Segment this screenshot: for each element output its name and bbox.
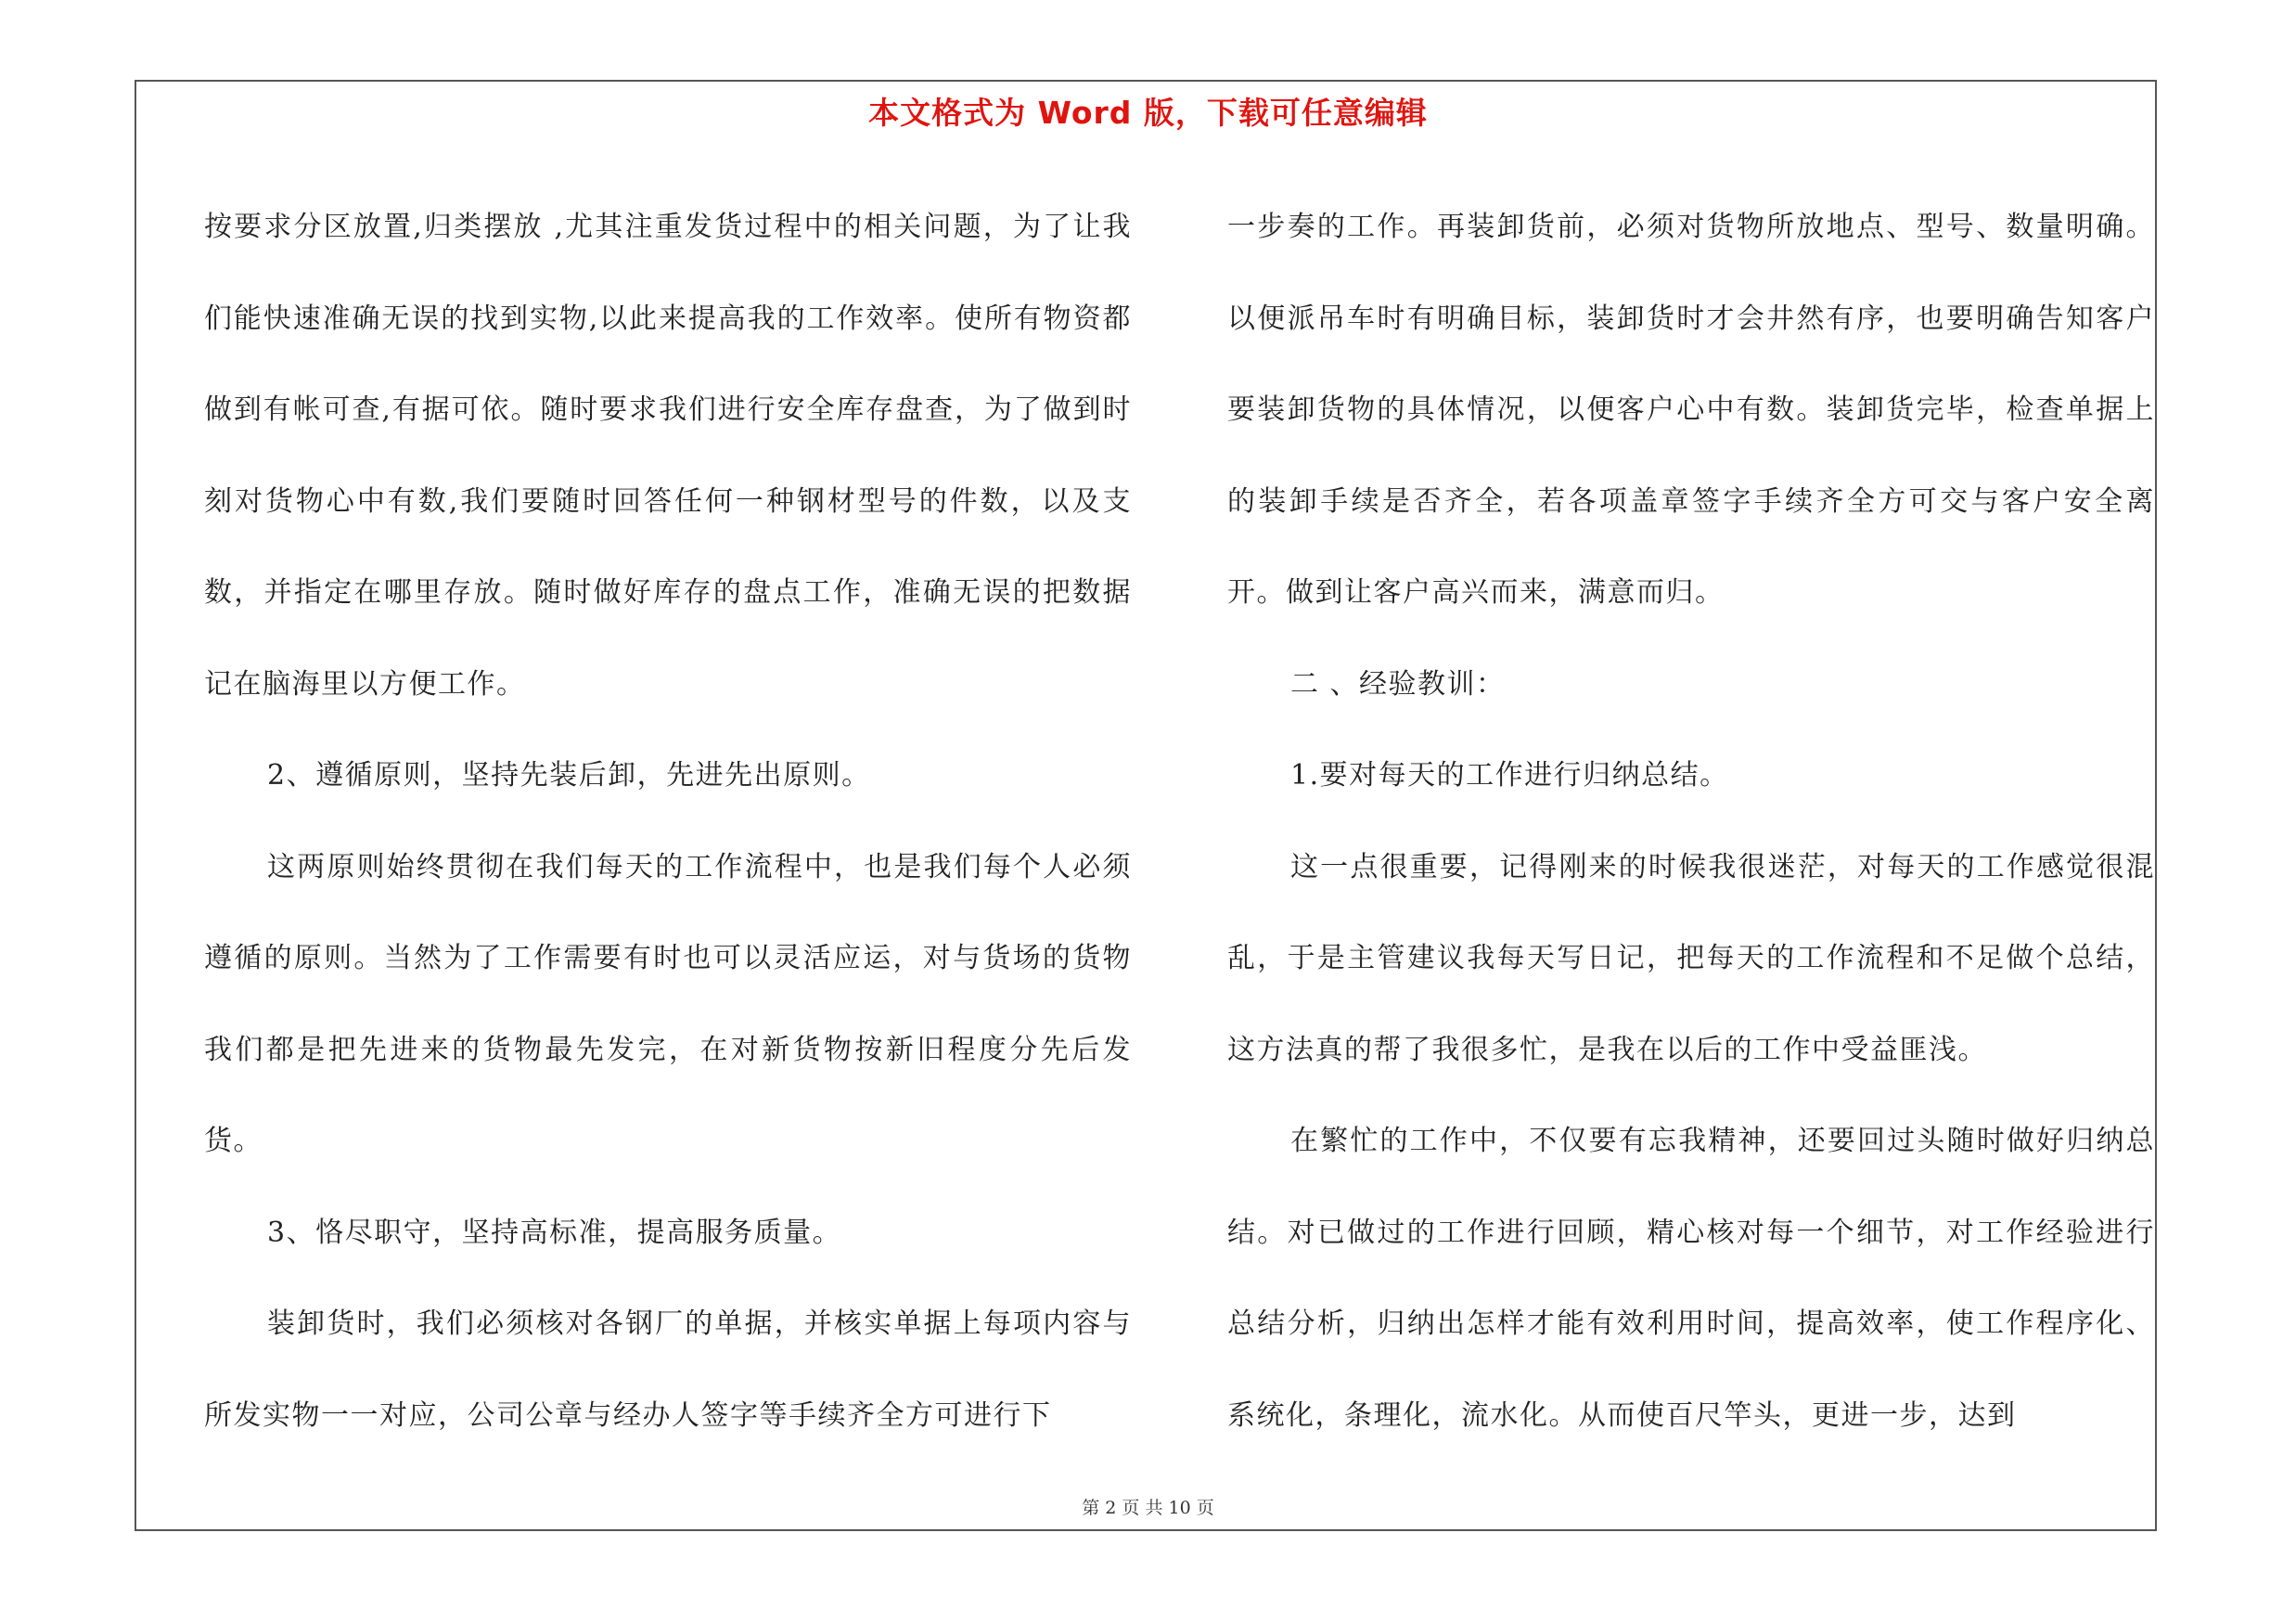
page-number: 第 2 页 共 10 页 [1082, 1498, 1214, 1518]
paragraph: 1.要对每天的工作进行归纳总结。 [1290, 759, 1729, 792]
paragraph: 这一点很重要，记得刚来的时候我很迷茫，对每天的工作感觉很混乱，于是主管建议我每天写日记，把每天的工作流程和不足做个总结，这方法真的帮了我很多忙，是我在以后的工作中受益匪浅。 [1227, 850, 2155, 1066]
paragraph: 一步奏的工作。再装卸货前，必须对货物所放地点、型号、数量明确。以便派吊车时有明确目标，装卸货时才会井然有序，也要明确告知客户要装卸货物的具体情况，以便客户心中有数。装卸货完毕，检查单据上的装卸手续是否齐全，若各项盖章签字手续齐全方可交与客户安全离开。做到让客户高兴而来，满意而归。 [1227, 211, 2155, 609]
header-banner: 本文格式为 Word 版，下载可任意编辑 [868, 95, 1428, 131]
paragraph: 按要求分区放置,归类摆放 ,尤其注重发货过程中的相关问题，为了让我们能快速准确无误的找到实物,以此来提高我的工作效率。使所有物资都做到有帐可查,有据可依。随时要求我们进行安全库存盘查，为了做到时刻对货物心中有数,我们要随时回答任何一种钢材型号的件数，以及支数，并指定在哪里存放。随时做好库存的盘点工作，准确无误的把数据记在脑海里以方便工作。 [204, 211, 1132, 701]
paragraph: 在繁忙的工作中，不仅要有忘我精神，还要回过头随时做好归纳总结。对已做过的工作进行回顾，精心核对每一个细节，对工作经验进行总结分析，归纳出怎样才能有效利用时间，提高效率，使工作程序化、系统化，条理化，流水化。从而使百尺竿头，更进一步，达到 [1227, 1125, 2155, 1432]
left-column [204, 182, 1132, 1462]
paragraph: 这两原则始终贯彻在我们每天的工作流程中，也是我们每个人必须遵循的原则。当然为了工作需要有时也可以灵活应运，对与货场的货物我们都是把先进来的货物最先发完，在对新货物按新旧程度分先后发货。 [204, 850, 1132, 1157]
section-heading: 二 、经验教训： [1290, 667, 1506, 701]
paragraph: 装卸货时，我们必须核对各钢厂的单据，并核实单据上每项内容与所发实物一一对应，公司公章与经办人签字等手续齐全方可进行下 [204, 1307, 1132, 1432]
right-column [1227, 182, 2155, 1462]
paragraph: 3、恪尽职守，坚持高标准，提高服务质量。 [267, 1216, 842, 1249]
paragraph: 2、遵循原则，坚持先装后卸，先进先出原则。 [267, 759, 871, 792]
